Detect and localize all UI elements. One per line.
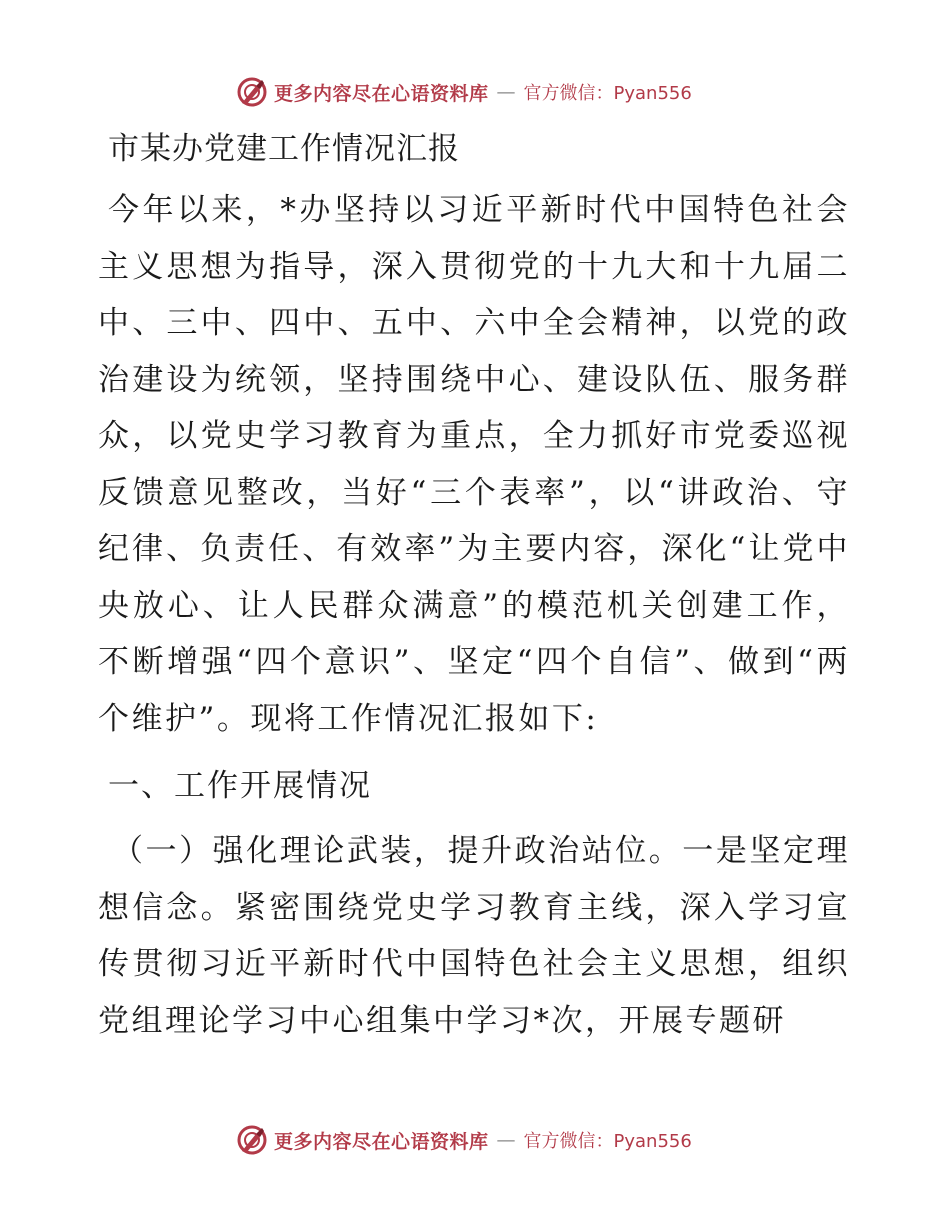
banner-wechat-text: 官方微信：Pyan556 [523, 83, 692, 104]
footer-watermark-banner [236, 1120, 692, 1160]
banner-wechat-text: 官方微信：Pyan556 [523, 1131, 692, 1152]
banner-site-text: 更多内容尽在心语资料库 [274, 82, 489, 105]
banner-site-text: 更多内容尽在心语资料库 [274, 1130, 489, 1153]
section-heading: 一、工作开展情况 [108, 768, 372, 804]
banner-separator: — [496, 1129, 516, 1151]
banner-separator: — [496, 81, 516, 103]
document-title: 市某办党建工作情况汇报 [108, 131, 460, 167]
pen-logo-icon [236, 76, 268, 108]
intro-paragraph: 今年以来，*办坚持以习近平新时代中国特色社会主义思想为指导，深入贯彻党的十九大和十九届二中、三中、四中、五中、六中全会精神，以党的政治建设为统领，坚持围绕中心、建设队伍、服务群众，以党史学习教育为重点，全力抓好市党委巡视反馈意见整改，当好“三个表率”，以“讲政治、守纪律、负责任、有效率”为主要内容，深化“让党中央放心、让人民群众满意”的模范机关创建工作，不断增强“四个意识”、坚定“四个自信”、做到“两个维护”。现将工作情况汇报如下: [98, 192, 850, 737]
section-paragraph: （一）强化理论武装，提升政治站位。一是坚定理想信念。紧密围绕党史学习教育主线，深入学习宣传贯彻习近平新时代中国特色社会主义思想，组织党组理论学习中心组集中学习*次，开展专题研 [98, 833, 850, 1039]
pen-logo-icon [236, 1124, 268, 1156]
header-watermark-banner [236, 72, 692, 112]
document-body [98, 120, 850, 1049]
